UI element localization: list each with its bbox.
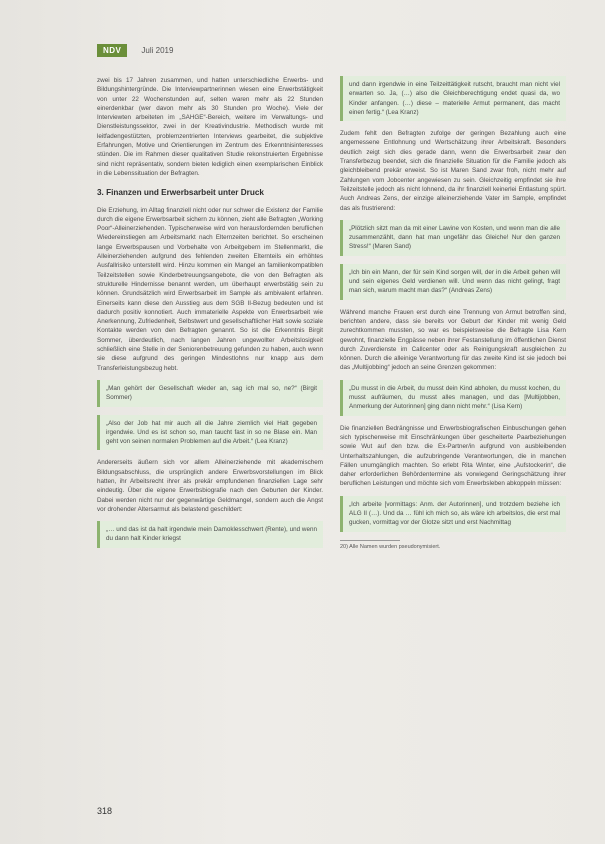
section-heading: 3. Finanzen und Erwerbsarbeit unter Druck: [97, 188, 264, 198]
footnote: 20) Alle Namen wurden pseudonymisiert.: [340, 543, 441, 550]
footnote-divider: [340, 540, 400, 541]
body-paragraph: Die finanziellen Bedrängnisse und Erwerbsbiografischen Einbuschungen gehen sich typischerweise mit Einschränkungen über gescheiterte Paarbeziehungen sowie Wut auf den bzw. die Ex-Partner/in aufgrund von ausbleibenden Unterhaltszahlungen, die aufzubringende Verantwortungen, die in manchen Fällen unumgänglich machten. So erlebt Rita Winter, eine „Aufstockerin“, die daher erforderlichen Behördentermine als vorwiegend Geringschätzung ihrer beruflichen Leistungen und möchte sich vom Erwerbsleben abkoppeln müssen:: [340, 424, 566, 488]
intro-paragraph: zwei bis 17 Jahren zusammen, und hatten unterschiedliche Erwerbs- und Bildungshintergründe. Die Interviewpartnerinnen wiesen eine Erwerbstätigkeit von unter 22 Wochenstunden auf, selten waren mehr als 22 Stunden einerdenkbar (wer davon mehr als 30 Stunden pro Woche). Viele der Interviewten arbeiteten im „SAHGE“-Bereich, weitere im Verwaltungs- und Dienstleistungssektor, zwei in der Kreativindustrie. Methodisch wurde mit leitfadengestützten, problemzentrierten Interviews gearbeitet, die subjektive Erfahrungen, Motive und Orientierungen im Zentrum des Erkenntnisinteresses stünden. Die im Rahmen dieser qualitativen Studie rekonstruierten Ergebnisse sind nicht repräsentativ, sondern bieten lediglich einen exemplarischen Einblick in die Lebenssituation der Befragten.: [97, 77, 323, 177]
quote-block: „Man gehört der Gesellschaft wieder an, sag ich mal so, ne?“ (Birgit Sommer): [97, 380, 323, 407]
quote-block: „Also der Job hat mir auch all die Jahre ziemlich viel Halt gegeben irgendwie. Und es ist schon so, man taucht fast in so ne Blase ein. Man geht von seinen normalen Problemen auf die Arbeit.“ (Lea Kranz): [97, 415, 323, 451]
body-paragraph: Zudem fehlt den Befragten zufolge der geringen Bezahlung auch eine angemessene Entlohnung und Wertschätzung ihrer Arbeitskraft. Besonders deutlich zeigt sich dies gerade dann, wenn die Erwerbsarbeit zwar den Transferbezug beendet, sich die finanzielle Situation für die Familie jedoch als gleichbleibend prekär erweist. So ist Maren Sand zwar froh, nicht mehr auf Zahlungen vom Jobcenter angewiesen zu sein. Gleichzeitig empfindet sie ihre Teilzeitstelle jedoch als nicht lohnend, da ihr finanziell keinerlei Entlastung spürt. Auch Andreas Zens, der einzige alleinerziehende Vater im Sample, empfindet das als frustrierend:: [340, 130, 566, 212]
page-header: [97, 44, 173, 57]
page-number: 318: [97, 806, 113, 816]
issue-date: Juli 2019: [141, 46, 174, 55]
quote-block: und dann irgendwie in eine Teilzeittätigkeit rutscht, braucht man nicht viel erwarten so. Ja, (…) also die Gleichberechtigung endet quasi da, wo Kinder anfangen. (…) diese – materielle Armut permanent, das macht einen fertig.“ (Lea Kranz): [340, 76, 566, 121]
body-paragraph: Während manche Frauen erst durch eine Trennung von Armut betroffen sind, berichten andere, dass sie bereits vor Geburt der Kinder mit wenig Geld zurechtkommen mussten, so war es beispielsweise die Befragte Lisa Kern gewohnt, finanzielle Engpässe neben ihrer Festanstellung im öffentlichen Dienst durch Zuverdienste im Callcenter oder als Reinigungskraft ausgleichen zu können. Durch die alleinige Verantwortung für das zweite Kind ist sie jedoch bei das „Multijobbing“ jedoch an seine Grenzen gekommen:: [340, 308, 566, 372]
quote-block: „Ich arbeite [vormittags: Anm. der Autorinnen], und trotzdem beziehe ich ALG II (…). Und da … fühl ich mich so, als wäre ich arbeitslos, die erst mal gucken, vormittag vor der Glotze sitzt und erst Nachmittag: [340, 496, 566, 532]
body-paragraph: Andererseits äußern sich vor allem Alleinerziehende mit akademischem Bildungsabschluss, die ursprünglich andere Erwerbsvorstellungen im Blick hatten, ihr Arbeitsrecht ihrer als prekär empfundenen finanziellen Lage sehr eindeutig. Über die eigene Erwerbsbiografie nach den Geburten der Kinder. Dabei werden nicht nur der gegenwärtige Geldmangel, sondern auch die Angst vor drohender Altersarmut als belastend geschildert:: [97, 459, 323, 513]
quote-block: „Ich bin ein Mann, der für sein Kind sorgen will, der in die Arbeit gehen will und sein eigenes Geld verdienen will. Und wenn das nicht gelingt, fragt man sich, warum macht man das?“ (Andreas Zens): [340, 264, 566, 300]
body-paragraph: Die Erziehung, im Alltag finanziell nicht oder nur schwer die Existenz der Familie durch die eigene Erwerbsarbeit sichern zu können, zieht alle Befragten „Working Poor“-Alleinerziehenden. Typischerweise wird von herausfordernden beruflichen Wiedereinstiegen am Arbeitsmarkt nach Elternzeiten berichtet. So erscheinen lange Erwerbspausen und Vorbehalte von Arbeitgebern im Stellenmarkt, die Alleinerziehenden aufgrund des fehlenden zweiten Elternteils ein erhöhtes Ausfallrisiko unterstellt wird. Hinzu kommen ein Mangel an familienkompatiblen Teilzeitstellen sowie Kinderbetreuungsangebote, die von den Befragten als strukturelle Hindernisse benannt werden, um überhaupt erwerbstätig sein zu können. Grundsätzlich wird Erwerbsarbeit im Sample als ambivalent erfahren. Einerseits kann diese den Ausstieg aus dem SGB II-Bezug bedeuten und ist dadurch positiv konnotiert. Auch immaterielle Aspekte von Erwerbsarbeit wie Anerkennung, Zufriedenheit, Selbstwert und gesellschaftlicher Halt sowie soziale Kontakte werden von den Befragten genannt. So ist die Erkenntnis Birgit Sommer, überdeutlich, nach langen Jahren ungewollter Arbeitslosigkeit schließlich eine Stelle in der Seniorenbetreuung gefunden zu haben, auch wenn sie diese aufgrund des geringen Mindestlohns nur knapp aus dem Transferleistungsbezug hebt.: [97, 206, 323, 372]
quote-block: „… und das ist da halt irgendwie mein Damoklesschwert (Rente), und wenn du dann halt Kinder kriegst: [97, 521, 323, 548]
left-column: [97, 76, 323, 556]
right-column: [340, 76, 566, 551]
quote-block: „Plötzlich sitzt man da mit einer Lawine von Kosten, und wenn man die alle zusammenzählt, dann hat man ungefähr das Gleiche! Nur den ganzen Stress!“ (Maren Sand): [340, 220, 566, 256]
journal-badge: NDV: [97, 44, 127, 57]
quote-block: „Du musst in die Arbeit, du musst dein Kind abholen, du musst kochen, du musst aufräumen, du musst alles managen, und das [Multijobben, Anmerkung der Autorinnen] ging dann nicht mehr.“ (Lisa Kern): [340, 380, 566, 416]
